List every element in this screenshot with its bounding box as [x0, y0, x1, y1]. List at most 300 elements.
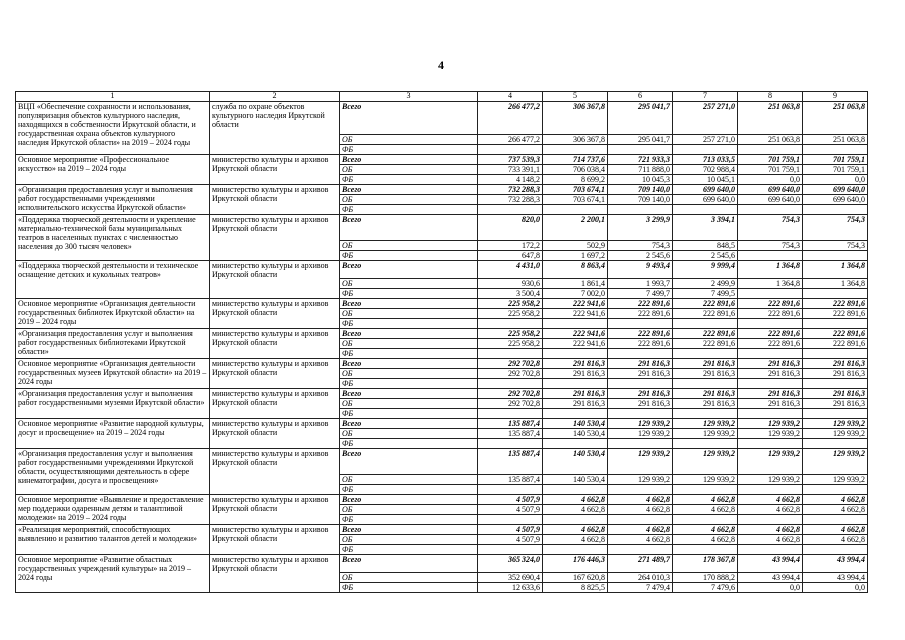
year-value: 222 891,6: [608, 309, 673, 319]
year-value: 9 493,4: [608, 261, 673, 279]
year-value: 701 759,1: [803, 155, 868, 165]
funding-source: Всего: [340, 359, 478, 369]
year-value: 222 891,6: [673, 339, 738, 349]
year-value: 135 887,4: [478, 475, 543, 485]
year-value: 222 891,6: [738, 329, 803, 339]
year-value: 732 288,3: [478, 195, 543, 205]
year-value: 222 891,6: [803, 329, 868, 339]
year-value: [673, 439, 738, 449]
year-value: 222 891,6: [803, 299, 868, 309]
funding-source: Всего: [340, 555, 478, 573]
year-value: 129 939,2: [738, 475, 803, 485]
year-value: 1 697,2: [543, 251, 608, 261]
funding-source: ФБ: [340, 515, 478, 525]
funding-source: Всего: [340, 261, 478, 279]
year-value: [478, 379, 543, 389]
year-value: 701 759,1: [738, 155, 803, 165]
year-value: 7 479,6: [673, 583, 738, 593]
year-value: 222 941,6: [543, 339, 608, 349]
year-value: 4 662,8: [673, 505, 738, 515]
year-value: 10 045,1: [673, 175, 738, 185]
funding-source: ФБ: [340, 439, 478, 449]
year-value: 703 674,1: [543, 195, 608, 205]
measure-name: Основное мероприятие «Профессиональное искусство» на 2019 – 2024 годы: [16, 155, 210, 185]
year-value: 292 702,8: [478, 399, 543, 409]
funding-source: ФБ: [340, 545, 478, 555]
funding-source: ОБ: [340, 399, 478, 409]
year-value: 167 620,8: [543, 573, 608, 583]
year-value: 3 500,4: [478, 289, 543, 299]
year-value: 4 662,8: [803, 525, 868, 535]
year-value: [803, 319, 868, 329]
year-value: 7 499,7: [608, 289, 673, 299]
year-value: 291 816,3: [803, 359, 868, 369]
funding-source: Всего: [340, 102, 478, 135]
year-value: [673, 379, 738, 389]
year-value: 702 988,4: [673, 165, 738, 175]
year-value: 251 063,8: [738, 102, 803, 135]
year-value: 4 662,8: [673, 495, 738, 505]
measure-name: «Поддержка творческой деятельности и техническое оснащение детских и кукольных театров»: [16, 261, 210, 299]
year-value: 129 939,2: [803, 449, 868, 475]
year-value: 225 958,2: [478, 299, 543, 309]
year-value: 733 391,1: [478, 165, 543, 175]
year-value: [673, 409, 738, 419]
funding-source: ФБ: [340, 583, 478, 593]
year-value: 257 271,0: [673, 135, 738, 145]
year-value: [543, 349, 608, 359]
year-value: [803, 251, 868, 261]
funding-source: ОБ: [340, 505, 478, 515]
year-value: 4 507,9: [478, 535, 543, 545]
year-value: 706 038,4: [543, 165, 608, 175]
column-number: 3: [340, 92, 478, 102]
year-value: 222 941,6: [543, 329, 608, 339]
executor-name: министерство культуры и архивов Иркутской области: [210, 495, 340, 525]
year-value: 266 477,2: [478, 102, 543, 135]
year-value: 4 662,8: [608, 505, 673, 515]
year-value: [543, 409, 608, 419]
executor-name: министерство культуры и архивов Иркутской области: [210, 299, 340, 329]
year-value: [803, 379, 868, 389]
executor-name: министерство культуры и архивов Иркутской области: [210, 359, 340, 389]
table-row: [16, 495, 868, 505]
table-row: [16, 102, 868, 135]
year-value: 251 063,8: [738, 135, 803, 145]
funding-source: ОБ: [340, 339, 478, 349]
year-value: 3 299,9: [608, 215, 673, 241]
header-row: [16, 92, 868, 102]
year-value: 4 662,8: [738, 535, 803, 545]
year-value: [608, 205, 673, 215]
year-value: 502,9: [543, 241, 608, 251]
year-value: 222 941,6: [543, 309, 608, 319]
year-value: [738, 289, 803, 299]
year-value: 225 958,2: [478, 329, 543, 339]
year-value: 140 530,4: [543, 449, 608, 475]
table-row: [16, 155, 868, 165]
year-value: 291 816,3: [738, 359, 803, 369]
year-value: 699 640,0: [673, 195, 738, 205]
executor-name: министерство культуры и архивов Иркутской области: [210, 555, 340, 593]
year-value: [478, 319, 543, 329]
year-value: [673, 319, 738, 329]
year-value: 2 499,9: [673, 279, 738, 289]
measure-name: «Организация предоставления услуг и выполнения работ государственных библиотеками Иркутской области»: [16, 329, 210, 359]
year-value: [738, 379, 803, 389]
funding-source: Всего: [340, 449, 478, 475]
year-value: 140 530,4: [543, 475, 608, 485]
table-row: [16, 261, 868, 279]
year-value: 129 939,2: [738, 429, 803, 439]
year-value: 0,0: [738, 175, 803, 185]
year-value: 2 200,1: [543, 215, 608, 241]
year-value: 295 041,7: [608, 102, 673, 135]
year-value: 2 545,6: [608, 251, 673, 261]
year-value: 292 702,8: [478, 389, 543, 399]
year-value: 291 816,3: [543, 359, 608, 369]
year-value: [608, 485, 673, 495]
year-value: 222 891,6: [803, 339, 868, 349]
year-value: 135 887,4: [478, 429, 543, 439]
year-value: 714 737,6: [543, 155, 608, 165]
year-value: 129 939,2: [738, 449, 803, 475]
table-row: [16, 359, 868, 369]
year-value: [673, 515, 738, 525]
table-row: [16, 449, 868, 475]
measure-name: ВЦП «Обеспечение сохранности и использования, популяризация объектов культурного наследия, находящихся в собственности Иркутской области, и государственная охрана объектов культурного наследия Иркутской области» на 2019 – 2024 годы: [16, 102, 210, 155]
year-value: 129 939,2: [803, 429, 868, 439]
executor-name: министерство культуры и архивов Иркутской области: [210, 419, 340, 449]
funding-source: ФБ: [340, 379, 478, 389]
funding-source: Всего: [340, 155, 478, 165]
year-value: 754,3: [803, 241, 868, 251]
year-value: 709 140,0: [608, 195, 673, 205]
year-value: [543, 319, 608, 329]
year-value: 4 507,9: [478, 525, 543, 535]
year-value: 178 367,8: [673, 555, 738, 573]
executor-name: министерство культуры и архивов Иркутской области: [210, 215, 340, 261]
year-value: [478, 439, 543, 449]
year-value: 43 994,4: [738, 573, 803, 583]
year-value: 291 816,3: [608, 369, 673, 379]
year-value: 140 530,4: [543, 419, 608, 429]
year-value: 129 939,2: [673, 419, 738, 429]
year-value: 129 939,2: [608, 475, 673, 485]
year-value: 129 939,2: [608, 419, 673, 429]
year-value: [608, 515, 673, 525]
year-value: 8 863,4: [543, 261, 608, 279]
year-value: 291 816,3: [738, 389, 803, 399]
funding-source: ОБ: [340, 369, 478, 379]
year-value: 43 994,4: [738, 555, 803, 573]
year-value: [608, 379, 673, 389]
year-value: [738, 145, 803, 155]
table-row: [16, 215, 868, 241]
year-value: 291 816,3: [803, 389, 868, 399]
year-value: 222 891,6: [673, 299, 738, 309]
column-number: 1: [16, 92, 210, 102]
year-value: 4 662,8: [738, 525, 803, 535]
year-value: 292 702,8: [478, 359, 543, 369]
year-value: [738, 439, 803, 449]
year-value: [608, 319, 673, 329]
year-value: [803, 205, 868, 215]
measure-name: Основное мероприятие «Организация деятельности государственных библиотек Иркутской области» на 2019 – 2024 годы: [16, 299, 210, 329]
year-value: 701 759,1: [738, 165, 803, 175]
year-value: 306 367,8: [543, 102, 608, 135]
year-value: [738, 205, 803, 215]
year-value: [738, 545, 803, 555]
year-value: [608, 409, 673, 419]
year-value: 699 640,0: [673, 185, 738, 195]
year-value: 135 887,4: [478, 449, 543, 475]
year-value: 352 690,4: [478, 573, 543, 583]
year-value: 291 816,3: [608, 359, 673, 369]
column-number: 8: [738, 92, 803, 102]
year-value: 291 816,3: [803, 399, 868, 409]
year-value: [803, 439, 868, 449]
year-value: 291 816,3: [738, 399, 803, 409]
year-value: 4 662,8: [803, 495, 868, 505]
funding-source: ФБ: [340, 349, 478, 359]
measure-name: «Организация предоставления услуг и выполнения работ государственными учреждениями Иркутской области, осуществляющими деятельность в сфере кинематографии, досуга и просвещения»: [16, 449, 210, 495]
year-value: [738, 485, 803, 495]
year-value: 4 662,8: [608, 495, 673, 505]
year-value: 222 891,6: [608, 339, 673, 349]
measure-name: Основное мероприятие «Развитие областных государственных учреждений культуры» на 2019 – 2024 годы: [16, 555, 210, 593]
funding-source: Всего: [340, 495, 478, 505]
funding-source: ОБ: [340, 429, 478, 439]
year-value: [478, 485, 543, 495]
year-value: 365 324,0: [478, 555, 543, 573]
year-value: [803, 545, 868, 555]
year-value: 4 662,8: [673, 525, 738, 535]
funding-source: Всего: [340, 389, 478, 399]
budget-table: [15, 91, 868, 593]
year-value: [478, 545, 543, 555]
table-row: [16, 185, 868, 195]
executor-name: министерство культуры и архивов Иркутской области: [210, 261, 340, 299]
year-value: 306 367,8: [543, 135, 608, 145]
funding-source: Всего: [340, 215, 478, 241]
column-number: 9: [803, 92, 868, 102]
column-number: 5: [543, 92, 608, 102]
year-value: 0,0: [738, 583, 803, 593]
year-value: 176 446,3: [543, 555, 608, 573]
year-value: 713 033,5: [673, 155, 738, 165]
year-value: 129 939,2: [673, 475, 738, 485]
funding-source: ФБ: [340, 319, 478, 329]
year-value: 291 816,3: [608, 389, 673, 399]
executor-name: министерство культуры и архивов Иркутской области: [210, 185, 340, 215]
column-number: 2: [210, 92, 340, 102]
year-value: 291 816,3: [673, 399, 738, 409]
measure-name: «Организация предоставления услуг и выполнения работ государственными учреждениями исполнительского искусства Иркутской области»: [16, 185, 210, 215]
year-value: 4 662,8: [803, 505, 868, 515]
year-value: 711 888,0: [608, 165, 673, 175]
funding-source: ОБ: [340, 309, 478, 319]
year-value: 754,3: [738, 215, 803, 241]
year-value: 1 364,8: [803, 279, 868, 289]
year-value: 4 662,8: [738, 505, 803, 515]
year-value: 4 431,0: [478, 261, 543, 279]
year-value: 295 041,7: [608, 135, 673, 145]
table-row: [16, 555, 868, 573]
year-value: 266 477,2: [478, 135, 543, 145]
year-value: 129 939,2: [738, 419, 803, 429]
year-value: 12 633,6: [478, 583, 543, 593]
year-value: 264 010,3: [608, 573, 673, 583]
year-value: [543, 205, 608, 215]
year-value: 222 891,6: [673, 309, 738, 319]
funding-source: Всего: [340, 419, 478, 429]
year-value: 2 545,6: [673, 251, 738, 261]
year-value: 4 662,8: [543, 505, 608, 515]
funding-source: ФБ: [340, 289, 478, 299]
year-value: 4 662,8: [738, 495, 803, 505]
funding-source: ФБ: [340, 251, 478, 261]
year-value: 1 364,8: [738, 261, 803, 279]
year-value: 291 816,3: [738, 369, 803, 379]
year-value: 129 939,2: [803, 419, 868, 429]
funding-source: ФБ: [340, 485, 478, 495]
table-row: [16, 329, 868, 339]
year-value: 291 816,3: [803, 369, 868, 379]
year-value: 4 662,8: [543, 525, 608, 535]
year-value: 291 816,3: [608, 399, 673, 409]
funding-source: ОБ: [340, 573, 478, 583]
year-value: 129 939,2: [608, 449, 673, 475]
year-value: [738, 251, 803, 261]
funding-source: ОБ: [340, 165, 478, 175]
column-number: 7: [673, 92, 738, 102]
year-value: 271 489,7: [608, 555, 673, 573]
year-value: 292 702,8: [478, 369, 543, 379]
table-row: [16, 419, 868, 429]
year-value: [803, 409, 868, 419]
year-value: 4 662,8: [543, 535, 608, 545]
funding-source: ФБ: [340, 145, 478, 155]
year-value: 701 759,1: [803, 165, 868, 175]
year-value: 222 941,6: [543, 299, 608, 309]
year-value: 721 933,3: [608, 155, 673, 165]
year-value: 129 939,2: [673, 449, 738, 475]
year-value: 7 499,5: [673, 289, 738, 299]
year-value: 222 891,6: [803, 309, 868, 319]
year-value: 222 891,6: [673, 329, 738, 339]
year-value: [673, 545, 738, 555]
year-value: [738, 515, 803, 525]
funding-source: Всего: [340, 299, 478, 309]
table-row: [16, 389, 868, 399]
funding-source: ФБ: [340, 409, 478, 419]
year-value: 4 507,9: [478, 495, 543, 505]
year-value: 291 816,3: [673, 389, 738, 399]
year-value: [608, 545, 673, 555]
year-value: 129 939,2: [608, 429, 673, 439]
table-body: [16, 102, 868, 593]
year-value: 737 539,3: [478, 155, 543, 165]
year-value: 291 816,3: [543, 369, 608, 379]
year-value: 699 640,0: [738, 195, 803, 205]
year-value: [543, 545, 608, 555]
year-value: 291 816,3: [673, 359, 738, 369]
table-row: [16, 299, 868, 309]
year-value: 8 699,2: [543, 175, 608, 185]
year-value: 0,0: [803, 583, 868, 593]
year-value: 754,3: [738, 241, 803, 251]
year-value: 43 994,4: [803, 555, 868, 573]
year-value: 172,2: [478, 241, 543, 251]
year-value: [673, 145, 738, 155]
year-value: 709 140,0: [608, 185, 673, 195]
year-value: 820,0: [478, 215, 543, 241]
year-value: [738, 409, 803, 419]
year-value: 8 825,5: [543, 583, 608, 593]
column-number: 4: [478, 92, 543, 102]
year-value: 140 530,4: [543, 429, 608, 439]
year-value: 699 640,0: [738, 185, 803, 195]
year-value: [478, 409, 543, 419]
year-value: [478, 205, 543, 215]
year-value: [673, 485, 738, 495]
measure-name: Основное мероприятие «Выявление и предоставление мер поддержки одаренным детям и талантливой молодежи» на 2019 – 2024 годы: [16, 495, 210, 525]
year-value: 699 640,0: [803, 185, 868, 195]
year-value: 4 662,8: [608, 535, 673, 545]
executor-name: министерство культуры и архивов Иркутской области: [210, 329, 340, 359]
measure-name: «Реализация мероприятий, способствующих выявлению и развитию талантов детей и молодежи»: [16, 525, 210, 555]
year-value: [608, 439, 673, 449]
funding-source: Всего: [340, 185, 478, 195]
funding-source: Всего: [340, 329, 478, 339]
year-value: [803, 145, 868, 155]
year-value: [803, 515, 868, 525]
year-value: 129 939,2: [673, 429, 738, 439]
funding-source: Всего: [340, 525, 478, 535]
year-value: [803, 289, 868, 299]
year-value: [478, 515, 543, 525]
year-value: 4 662,8: [608, 525, 673, 535]
executor-name: министерство культуры и архивов Иркутской области: [210, 389, 340, 419]
year-value: 135 887,4: [478, 419, 543, 429]
year-value: [543, 485, 608, 495]
year-value: 1 364,8: [803, 261, 868, 279]
year-value: 170 888,2: [673, 573, 738, 583]
year-value: 222 891,6: [608, 299, 673, 309]
year-value: 3 394,1: [673, 215, 738, 241]
year-value: 251 063,8: [803, 135, 868, 145]
year-value: [478, 145, 543, 155]
year-value: 703 674,1: [543, 185, 608, 195]
executor-name: министерство культуры и архивов Иркутской области: [210, 525, 340, 555]
page-number: 4: [438, 58, 444, 72]
year-value: 0,0: [803, 175, 868, 185]
year-value: [608, 145, 673, 155]
measure-name: Основное мероприятие «Организация деятельности государственных музеев Иркутской области» на 2019 – 2024 годы: [16, 359, 210, 389]
year-value: [478, 349, 543, 359]
year-value: [803, 485, 868, 495]
year-value: 291 816,3: [543, 389, 608, 399]
funding-source: ОБ: [340, 279, 478, 289]
year-value: 222 891,6: [608, 329, 673, 339]
year-value: [543, 439, 608, 449]
year-value: 225 958,2: [478, 309, 543, 319]
year-value: 4 662,8: [543, 495, 608, 505]
funding-source: ФБ: [340, 175, 478, 185]
year-value: 222 891,6: [738, 339, 803, 349]
year-value: 754,3: [608, 241, 673, 251]
